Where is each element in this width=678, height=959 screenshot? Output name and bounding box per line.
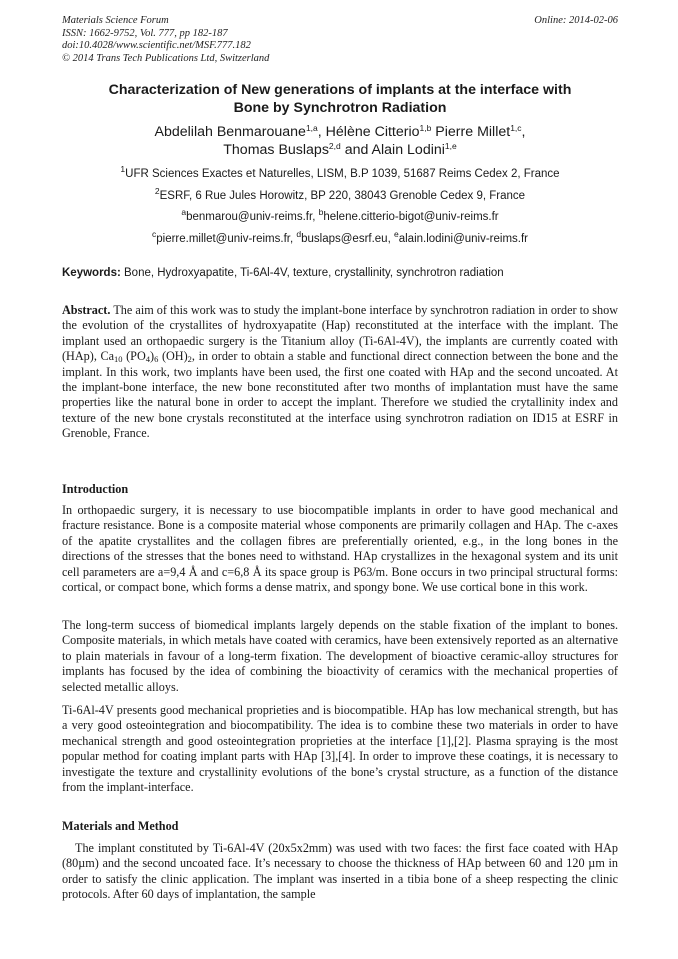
journal-doi: doi:10.4028/www.scientific.net/MSF.777.182 xyxy=(62,40,251,51)
author-name: Abdelilah Benmarouane xyxy=(154,124,306,140)
intro-paragraph-1: In orthopaedic surgery, it is necessary to use biocompatible implants in order to have good mechanical and fracture resistance. Bone is a composite material whose components are primarily collagen and HAp. The c-axes of the apatite crystallites and the collagen fibres are preferentially oriented, e.g., in the long bones in the directions of the stresses that the bones need to withstand. HAp crystallizes in the hexagonal system and its unit cell parameters are a=9,4 Å and c=6,8 Å its space group is P63/m. Bone occurs in two principal structural forms: cortical, or compact bone, which forms a dense matrix, and spongy bone. We use cortical bone in this work. xyxy=(62,503,618,595)
intro-paragraph-3: Ti-6Al-4V presents good mechanical proprieties and is biocompatible. HAp has low mechanical strength, but has a very good osteointegration and biocompatibility. The idea is to combine these two materials in order to have mechanical strength and good osteointegration proprieties at the interface [1],[2]. Plasma spraying is the most popular method for coating implant parts with HAp [3],[4]. In order to improve these coatings, it is necessary to investigate the texture and crystallinity evolutions of the bone’s crystal structure, as a function of the distance from the implant-interface. xyxy=(62,703,618,795)
journal-issn: ISSN: 1662-9752, Vol. 777, pp 182-187 xyxy=(62,27,228,39)
author-name: Pierre Millet xyxy=(435,124,511,140)
journal-copyright: © 2014 Trans Tech Publications Ltd, Switzerland xyxy=(62,52,270,64)
formula-subscript: 6 xyxy=(154,354,159,365)
author-affil-sup: 1,a xyxy=(305,123,318,133)
author-line-2 xyxy=(62,141,618,159)
title-line-2: Bone by Synchrotron Radiation xyxy=(233,100,447,116)
methods-paragraph-1: The implant constituted by Ti-6Al-4V (20x5x2mm) was used with two faces: the first face coated with HAp (80µm) and the second uncoated face. It’s necessary to choose the thickness of HAp between 60 and 120 µm in order to satisfy the clinic application. The implant was inserted in a tibia bone of a sheep respecting the clinic protocols. After 60 days of implantation, the sample xyxy=(62,841,618,902)
email-address: buslaps@esrf.eu, xyxy=(301,233,391,245)
section-heading-methods: Materials and Method xyxy=(62,819,179,833)
email-line-2 xyxy=(62,229,618,246)
journal-name: Materials Science Forum xyxy=(62,15,169,26)
author-name: Thomas Buslaps xyxy=(223,142,329,158)
keywords xyxy=(62,266,618,280)
affiliation-1 xyxy=(62,164,618,181)
author-affil-sup: 1,e xyxy=(444,141,457,151)
affiliation-2 xyxy=(62,186,618,203)
section-heading-introduction: Introduction xyxy=(62,482,129,496)
author-affil-sup: 2,d xyxy=(328,141,341,151)
formula-subscript: 4 xyxy=(145,354,151,365)
author-name: Hélène Citterio xyxy=(325,124,420,140)
email-address: alain.lodini@univ-reims.fr xyxy=(398,233,528,245)
keywords-text: Bone, Hydroxyapatite, Ti-6Al-4V, texture, crystallinity, synchrotron radiation xyxy=(124,267,504,279)
author-name: Alain Lodini xyxy=(371,142,445,158)
keywords-label: Keywords: xyxy=(62,267,121,279)
email-line-1 xyxy=(62,207,618,224)
email-address: benmarou@univ-reims.fr, xyxy=(186,211,316,223)
online-date: Online: 2014-02-06 xyxy=(534,15,618,26)
author-affil-sup: 1,b xyxy=(419,123,432,133)
email-sup: a xyxy=(181,207,187,217)
journal-header xyxy=(62,15,618,65)
formula-subscript: 10 xyxy=(114,354,123,365)
abstract-text: (OH) xyxy=(158,349,188,364)
abstract-text: The aim of this work was to study the implant-bone interface by synchrotron radiation in order to show the evolution of the crystallites of hydroxyapatite (Hap) reconstituted at the interface with the implant. The implant used an orthopaedic surgery is the Titanium alloy (Ti-6Al-4V), the implants are currently coated with (HAp), Ca xyxy=(62,303,619,364)
affil-text: ESRF, 6 Rue Jules Horowitz, BP 220, 38043 Grenoble Cedex 9, France xyxy=(159,190,526,202)
intro-paragraph-2: The long-term success of biomedical implants largely depends on the stable fixation of the implant to bones. Composite materials, in which metals have coated with ceramics, have been extensively reported as an alternative to plain materials in favour of a long-term fixation. The development of bioactive ceramic-alloy structures for implants has focused by the idea of combining the bioactivity of ceramics with the mechanical properties of selected metallic alloys. xyxy=(62,618,618,694)
abstract-text: ) xyxy=(150,349,155,364)
abstract-text: (PO xyxy=(122,349,146,364)
author-line-1: Abdelilah Benmarouane$^{1,a}$, Hélène Citterio$^{1,b}$ Pierre Millet$^{1,c}$, xyxy=(154,123,526,140)
email-sup: c xyxy=(152,229,157,239)
affil-sup: 1 xyxy=(120,164,126,174)
author-affil-sup: 1,c xyxy=(510,123,522,133)
email-address: pierre.millet@univ-reims.fr, xyxy=(156,233,294,245)
affil-text: UFR Sciences Exactes et Naturelles, LISM, B.P 1039, 51687 Reims Cedex 2, France xyxy=(125,168,560,180)
abstract-text: , in order to obtain a stable and functional direct connection between the bone and the implant. In this work, two implants have been used, the first one coated with HAp and the second uncoated. At the implant-bone interface, the new bone reconstituted after two months of implantation must have the same properties like the natural bone in order to accept the implant. Therefore we studied the crytallinity index and texture of the new bone crystals reconstituted at the interface using synchrotron radiation on ID15 at ESRF in Grenoble, France. xyxy=(62,349,618,441)
abstract-paragraph xyxy=(62,303,618,442)
author-conjunction: and xyxy=(344,142,369,158)
paper-title xyxy=(62,81,618,117)
abstract-label: Abstract. xyxy=(62,303,111,317)
email-address: helene.citterio-bigot@univ-reims.fr xyxy=(323,211,499,223)
formula-subscript: 2 xyxy=(187,354,192,365)
author-list xyxy=(62,123,618,159)
email-sup: d xyxy=(296,229,302,239)
affil-sup: 2 xyxy=(154,186,160,196)
email-sup: e xyxy=(393,229,399,239)
title-line-1: Characterization of New generations of implants at the interface with xyxy=(108,82,572,98)
email-sup: b xyxy=(318,207,324,217)
